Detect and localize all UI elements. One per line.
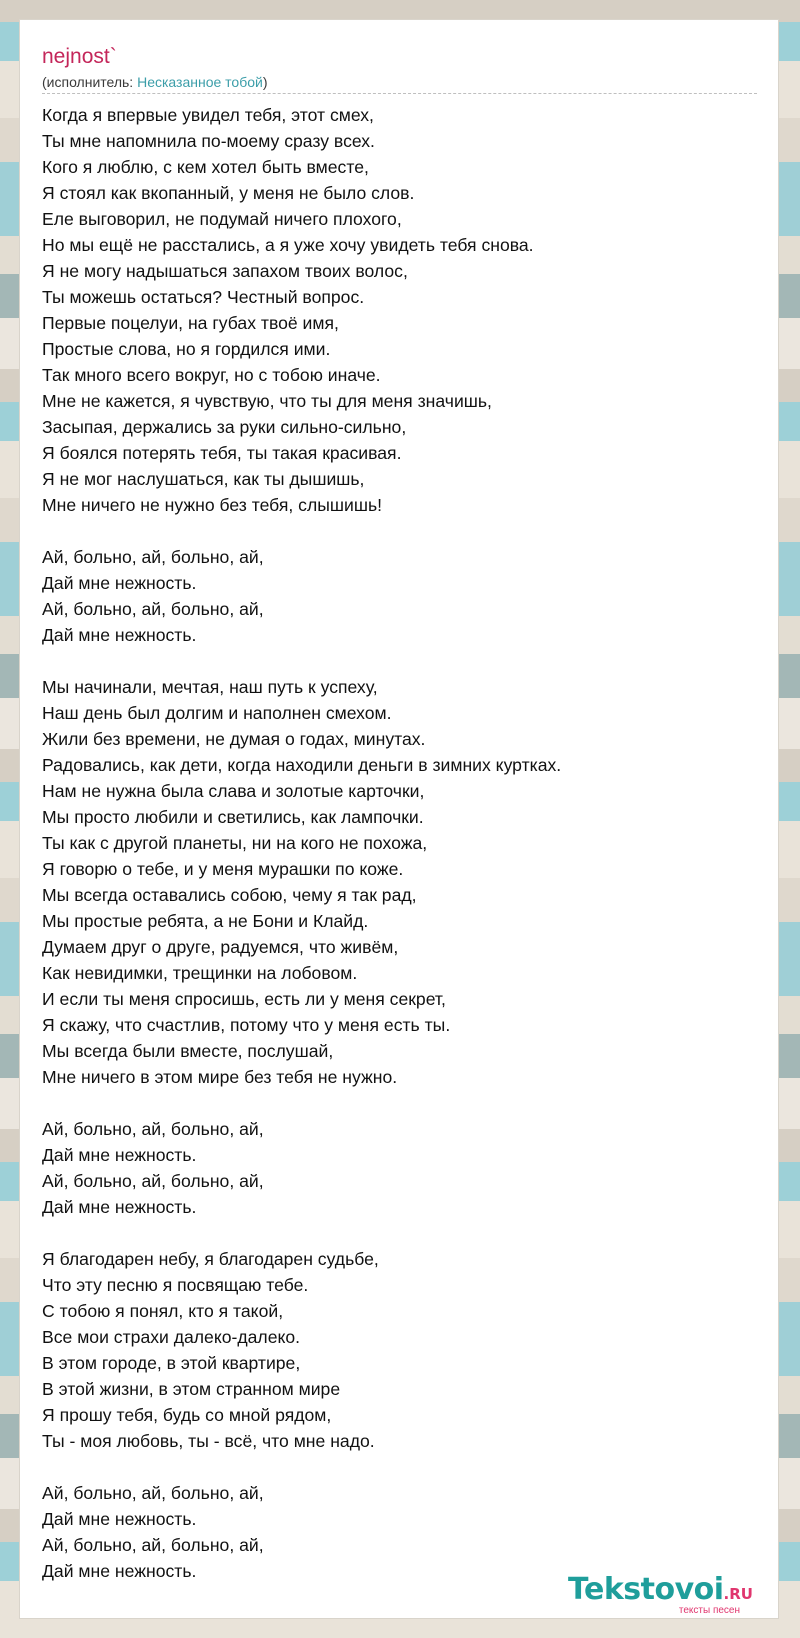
lyrics-line: Так много всего вокруг, но с тобою иначе. bbox=[42, 365, 381, 385]
lyrics-line: Ты мне напомнила по-моему сразу всех. bbox=[42, 131, 375, 151]
lyrics-line: Кого я люблю, с кем хотел быть вместе, bbox=[42, 157, 369, 177]
artist-prefix: (исполнитель: bbox=[42, 74, 138, 90]
lyrics-line: Мы просто любили и светились, как лампочки. bbox=[42, 807, 424, 827]
lyrics-line: Ай, больно, ай, больно, ай, bbox=[42, 1119, 264, 1139]
lyrics-line: Нам не нужна была слава и золотые карточки, bbox=[42, 781, 425, 801]
lyrics-line: Засыпая, держались за руки сильно-сильно, bbox=[42, 417, 407, 437]
lyrics-line: Дай мне нежность. bbox=[42, 1197, 197, 1217]
lyrics-stanza bbox=[42, 1246, 762, 1454]
lyrics-line: Мы всегда были вместе, послушай, bbox=[42, 1041, 334, 1061]
lyrics-line: Дай мне нежность. bbox=[42, 1145, 197, 1165]
lyrics-line: Я стоял как вкопанный, у меня не было слов. bbox=[42, 183, 415, 203]
lyrics-line: Мы всегда оставались собою, чему я так рад, bbox=[42, 885, 417, 905]
lyrics-line: Дай мне нежность. bbox=[42, 1561, 197, 1581]
logo-name: Tekstovoi bbox=[568, 1572, 724, 1607]
lyrics-stanza bbox=[42, 544, 762, 648]
lyrics-line: Я говорю о тебе, и у меня мурашки по коже. bbox=[42, 859, 404, 879]
lyrics-line: Дай мне нежность. bbox=[42, 1509, 197, 1529]
lyrics-line: Еле выговорил, не подумай ничего плохого, bbox=[42, 209, 402, 229]
lyrics-line: Ты как с другой планеты, ни на кого не похожа, bbox=[42, 833, 428, 853]
lyrics-line: Ай, больно, ай, больно, ай, bbox=[42, 599, 264, 619]
lyrics-line: Все мои страхи далеко-далеко. bbox=[42, 1327, 301, 1347]
header-divider bbox=[42, 93, 757, 94]
lyrics-line: С тобою я понял, кто я такой, bbox=[42, 1301, 284, 1321]
lyrics-line: Мне ничего не нужно без тебя, слышишь! bbox=[42, 495, 382, 515]
lyrics-line: Но мы ещё не расстались, а я уже хочу увидеть тебя снова. bbox=[42, 235, 534, 255]
site-logo[interactable] bbox=[568, 1573, 774, 1618]
lyrics-line: Мне ничего в этом мире без тебя не нужно. bbox=[42, 1067, 398, 1087]
logo-tld: .RU bbox=[723, 1585, 753, 1603]
lyrics-line: Ай, больно, ай, больно, ай, bbox=[42, 1171, 264, 1191]
lyrics-line: Я боялся потерять тебя, ты такая красивая. bbox=[42, 443, 402, 463]
lyrics-line: Я не мог наслушаться, как ты дышишь, bbox=[42, 469, 365, 489]
lyrics-line: Дай мне нежность. bbox=[42, 573, 197, 593]
lyrics-stanza bbox=[42, 1480, 762, 1584]
lyrics-line: Думаем друг о друге, радуемся, что живём, bbox=[42, 937, 399, 957]
lyrics-line: Я благодарен небу, я благодарен судьбе, bbox=[42, 1249, 379, 1269]
lyrics-line: Ты можешь остаться? Честный вопрос. bbox=[42, 287, 365, 307]
lyrics-stanza bbox=[42, 674, 762, 1090]
lyrics-line: В этой жизни, в этом странном мире bbox=[42, 1379, 341, 1399]
lyrics-line: И если ты меня спросишь, есть ли у меня секрет, bbox=[42, 989, 446, 1009]
lyrics-line: Мы начинали, мечтая, наш путь к успеху, bbox=[42, 677, 378, 697]
lyrics-line: Простые слова, но я гордился ими. bbox=[42, 339, 331, 359]
lyrics-line: Когда я впервые увидел тебя, этот смех, bbox=[42, 105, 374, 125]
lyrics-line: Что эту песню я посвящаю тебе. bbox=[42, 1275, 309, 1295]
lyrics-line: Ай, больно, ай, больно, ай, bbox=[42, 547, 264, 567]
artist-link[interactable]: Несказанное тобой bbox=[137, 74, 263, 90]
lyrics-line: Я не могу надышаться запахом твоих волос, bbox=[42, 261, 408, 281]
lyrics-line: Я прошу тебя, будь со мной рядом, bbox=[42, 1405, 332, 1425]
artist-line bbox=[42, 73, 268, 91]
song-title: nejnost` bbox=[42, 45, 117, 68]
lyrics-line: Жили без времени, не думая о годах, минутах. bbox=[42, 729, 426, 749]
lyrics-line: Ай, больно, ай, больно, ай, bbox=[42, 1535, 264, 1555]
lyrics-stanza bbox=[42, 1116, 762, 1220]
lyrics-line: Мне не кажется, я чувствую, что ты для меня значишь, bbox=[42, 391, 492, 411]
artist-suffix: ) bbox=[262, 74, 268, 90]
lyrics-line: Ай, больно, ай, больно, ай, bbox=[42, 1483, 264, 1503]
lyrics-line: Я скажу, что счастлив, потому что у меня есть ты. bbox=[42, 1015, 451, 1035]
logo-tagline: тексты песен bbox=[678, 1605, 740, 1616]
lyrics-line: Ты - моя любовь, ты - всё, что мне надо. bbox=[42, 1431, 375, 1451]
lyrics-line: Мы простые ребята, а не Бони и Клайд. bbox=[42, 911, 369, 931]
lyrics-body bbox=[42, 102, 762, 1610]
lyrics-line: Дай мне нежность. bbox=[42, 625, 197, 645]
lyrics-line: Первые поцелуи, на губах твоё имя, bbox=[42, 313, 339, 333]
lyrics-line: В этом городе, в этой квартире, bbox=[42, 1353, 301, 1373]
lyrics-line: Как невидимки, трещинки на лобовом. bbox=[42, 963, 358, 983]
lyrics-line: Радовались, как дети, когда находили деньги в зимних куртках. bbox=[42, 755, 562, 775]
lyrics-stanza bbox=[42, 102, 762, 518]
lyrics-line: Наш день был долгим и наполнен смехом. bbox=[42, 703, 392, 723]
